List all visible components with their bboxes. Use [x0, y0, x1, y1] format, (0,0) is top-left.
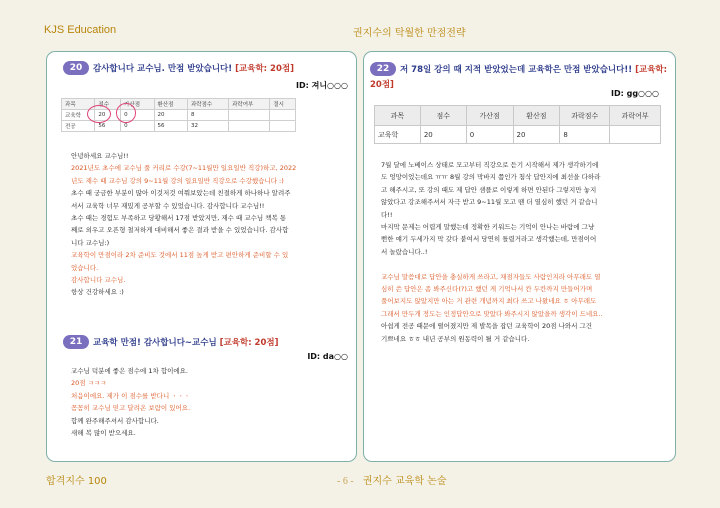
review-user-id: ID: 져니○○○ [296, 81, 348, 90]
col-header: 과락여부 [229, 99, 270, 110]
body-line: 뻔한 얘기 두세가지 막 갖다 붙여서 당연히 틀렸거라고 생각했는데, 만점이어 [381, 235, 597, 244]
table-cell [229, 110, 270, 121]
review-title: 감사합니다 교수님. 만점 받았습니다! [93, 64, 233, 74]
score-table [374, 105, 661, 144]
body-line: 초수 때 궁금한 부분이 많아 이것저것 여쭤보았는데 친절하게 하나하나 알려주 [71, 189, 291, 198]
table-row [375, 126, 661, 144]
table-cell: 전공 [62, 121, 95, 132]
body-line: 마지막 문제는 어렵게 말했는데 정확한 키워드는 기억이 안나는 바람에 그냥 [381, 223, 595, 232]
col-header: 과락점수 [560, 106, 610, 126]
col-header: 과목 [375, 106, 421, 126]
body-line: 20점 ㅋㅋㅋ [71, 379, 107, 388]
body-line: 째로 외우고 오픈형 철저하게 대비해서 좋은 결과 받을 수 있었습니다. 감사합 [71, 226, 289, 235]
col-header: 환산점 [154, 99, 187, 110]
review-subject: [교육학: 20점] [219, 338, 279, 348]
col-header: 과락여부 [610, 106, 661, 126]
review-number-badge: 20 [63, 61, 89, 75]
col-header: 과목 [62, 99, 95, 110]
body-line: 고 해주시고, 또 강의 때도 제 답안 샘플로 이렇게 하면 안된다 그렇지만 놓지 [381, 185, 597, 194]
body-line: 그래서 만두개 정도는 인정답안으로 맞았다 봐주시지 않았을까 생각이 드네요.. [381, 309, 603, 318]
col-header: 가산점 [121, 99, 154, 110]
review-21-heading [63, 335, 278, 349]
table-cell [229, 121, 270, 132]
body-line: 항상 건강하세요 :) [71, 288, 124, 297]
col-header: 가산점 [466, 106, 513, 126]
body-line: 합께 완주해주셔서 감사합니다. [71, 416, 159, 425]
score-table-header [375, 106, 661, 126]
table-cell: 0 [121, 110, 154, 121]
col-header: 과락점수 [187, 99, 228, 110]
table-cell: 56 [95, 121, 121, 132]
table-cell: 20 [154, 110, 187, 121]
body-line: 아쉽게 전공 때문에 떨어졌지만 제 발목을 잡던 교육학이 20점 나와서 그건 [381, 322, 593, 331]
footer-title: 권지수 교육학 논술 [362, 476, 447, 487]
table-cell: 교육학 [375, 126, 421, 144]
header-title: 권지수의 탁월한 만점전략 [353, 28, 466, 39]
body-line: 기쁘네요 ㅎㅎ 내년 공부의 원동력이 될 거 같습니다. [381, 334, 530, 343]
body-line: 초수 때는 경험도 부족하고 당황해서 17점 받았지만, 재수 때 교수님 책복 통 [71, 214, 287, 223]
body-line: 교육학이 만점이라 2차 준비도 것에서 11점 높게 받고 편안하게 준비할 수 있 [71, 251, 289, 260]
review-20-body [71, 150, 296, 299]
body-line: 2021년도 초수에 교수님 풀 커리로 수강(7~11월만 일요일반 직강)하고, 2022 [71, 164, 297, 173]
review-21-body [71, 365, 190, 439]
table-cell: 56 [154, 121, 187, 132]
review-subject-cont: 20점] [370, 80, 394, 90]
footer-center [337, 472, 447, 487]
body-line: 었습니다. [71, 263, 99, 272]
table-cell: 0 [121, 121, 154, 132]
header-brand: KJS Education [44, 24, 117, 36]
right-column [363, 51, 676, 462]
review-number-badge: 21 [63, 335, 89, 349]
table-cell: 20 [513, 126, 560, 144]
col-header: 결시 [270, 99, 296, 110]
blank-line [381, 258, 603, 270]
review-user-id: ID: gg○○○ [611, 89, 659, 98]
body-line: 안녕하세요 교수님!! [71, 152, 129, 160]
body-line: 7월 달에 노베이스 상태로 모고부터 직강으로 듣기 시작해서 제가 생각하기에 [381, 161, 599, 169]
body-line: 다!! [381, 210, 393, 219]
table-cell [270, 121, 296, 132]
body-line: 않았다고 강조해주셔서 자극 받고 9~11월 모고 땐 더 열심히 했던 거 같습니 [381, 198, 598, 207]
body-line: 서 놀랐습니다..! [381, 247, 428, 256]
highlight-circle [116, 103, 136, 123]
left-column [46, 51, 357, 462]
body-line: 년도 재수 때 교수님 강의 9~11월 강의 일요일반 직강으로 수강했습니다 :) [71, 176, 284, 185]
col-header: 점수 [420, 106, 466, 126]
body-line: 처음이에요. 제가 이 점수를 받다니 ㆍㆍㆍ [71, 391, 191, 400]
col-header: 점수 [95, 99, 121, 110]
body-line: 니다 교수님:) [71, 238, 110, 247]
body-line: 감사합니다 교수님. [71, 276, 126, 285]
table-cell: 20 [95, 110, 121, 121]
review-title: 저 78일 강의 때 지적 받았었는데 교육학은 만점 받았습니다!! [400, 65, 633, 75]
highlight-circle [87, 105, 111, 123]
body-line: 셔서 교육학 너무 재밌게 공부할 수 있었습니다. 감사합니다 교수님!! [71, 201, 265, 210]
body-line: 도 엉망이었는데요 ㅠㅠ 8월 강의 막바지 쯤인가 첨삭 답안지에 최선을 다하라 [381, 173, 601, 182]
review-number-badge: 22 [370, 62, 396, 76]
table-cell: 20 [420, 126, 466, 144]
body-line: 교수님 말씀대로 답안을 충실하게 쓰라고, 채점자들도 사람인지라 아무래도 열 [381, 272, 601, 281]
review-title: 교육학 만점! 감사합니다~교수님 [93, 338, 217, 348]
col-header: 환산점 [513, 106, 560, 126]
review-subject: [교육학: 20점] [235, 64, 294, 74]
page-number: - 6 - [337, 476, 354, 487]
review-subject: [교육학: [635, 65, 668, 75]
table-cell: 8 [560, 126, 610, 144]
body-line: 풀어보지도 않았지만 아는 거 관련 개념까지 최다 쓰고 나왔네요 ㅎ 아무래도 [381, 297, 597, 306]
review-user-id: ID: da○○ [307, 352, 348, 361]
table-cell [610, 126, 661, 144]
table-cell: 8 [187, 110, 228, 121]
review-22-heading [370, 62, 667, 76]
table-cell: 32 [187, 121, 228, 132]
review-20-heading [63, 61, 294, 75]
review-22-body [381, 159, 603, 345]
table-cell: 0 [466, 126, 513, 144]
table-cell: 교육학 [62, 110, 95, 121]
footer-left: 합격지수 100 [46, 476, 107, 487]
table-cell [270, 110, 296, 121]
body-line: 꼼꼼히 교수님 믿고 달려온 보람이 있어요. [71, 404, 191, 413]
body-line: 교수님 덕분에 좋은 점수에 1차 합이에요. [71, 367, 188, 375]
body-line: 새해 복 많이 받으세요. [71, 429, 136, 438]
body-line: 심히 쓴 답안은 좀 봐주신다(?)고 했던 게 기억나서 칸 두칸까지 만들어가며 [381, 285, 593, 294]
